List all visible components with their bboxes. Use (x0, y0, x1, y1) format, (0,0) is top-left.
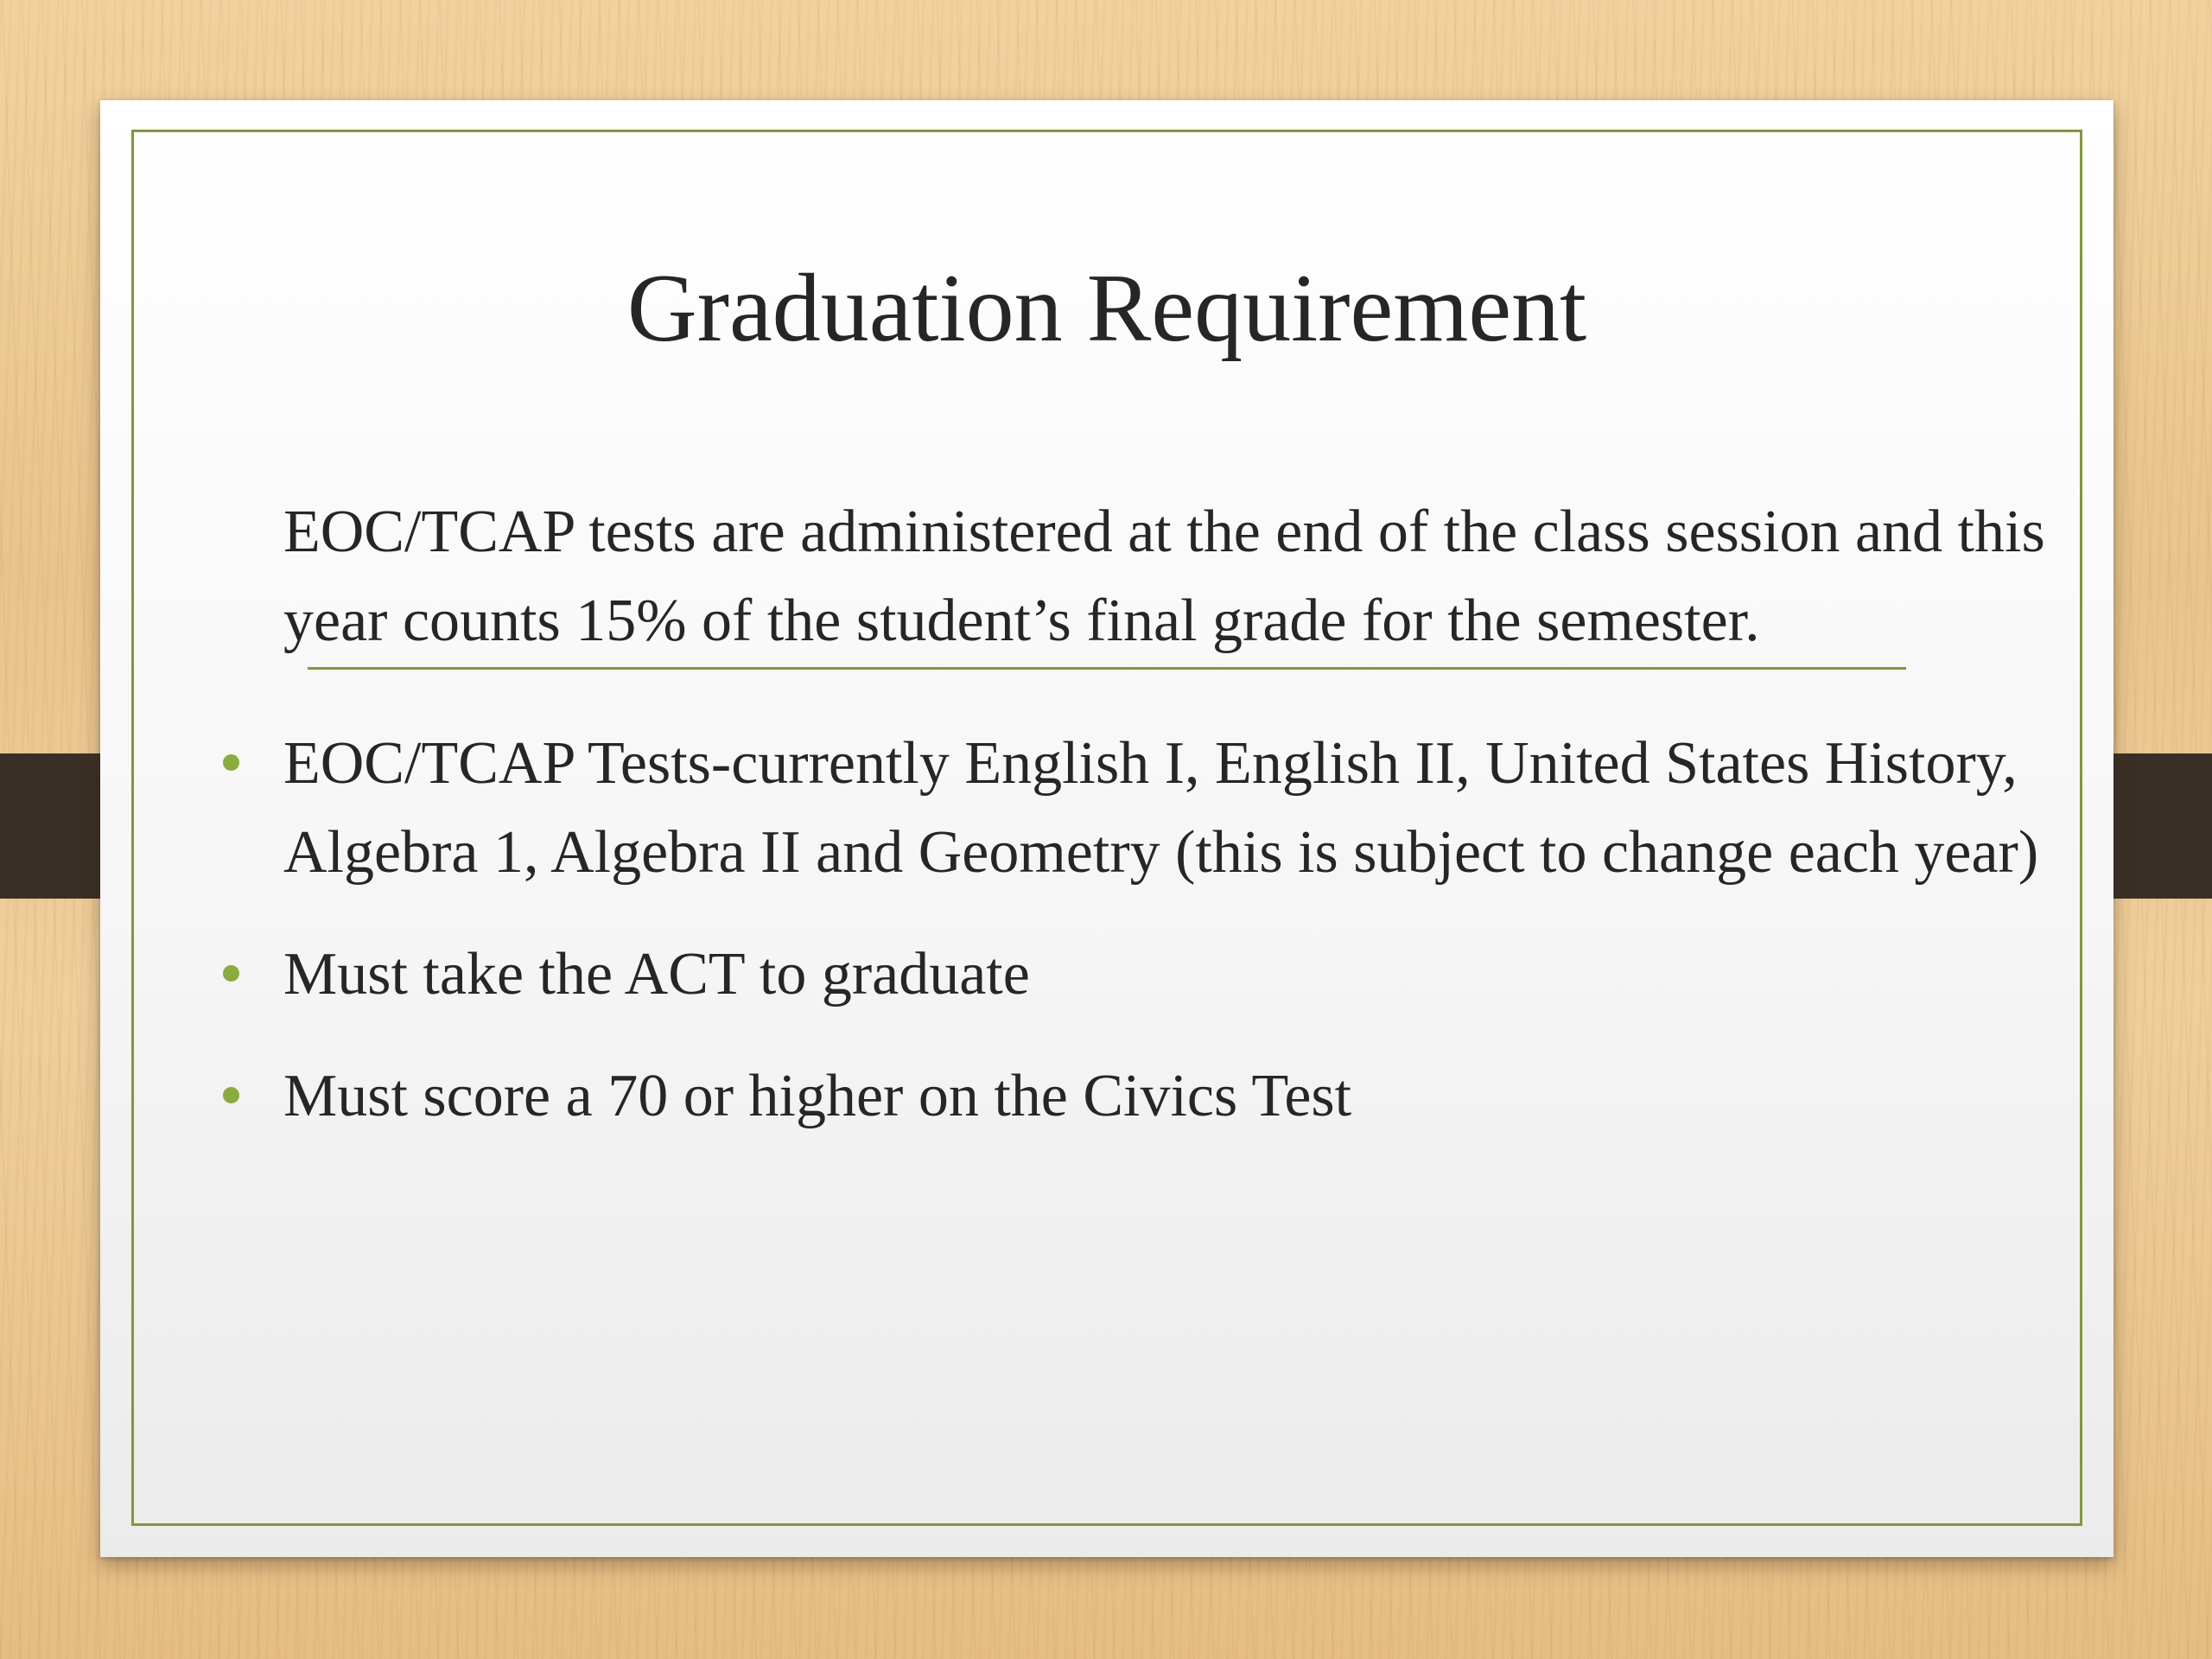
bullet-item (283, 930, 2098, 1019)
bullet-item (283, 719, 2098, 897)
bullet-list (283, 719, 2098, 1141)
bullet-text: Must score a 70 or higher on the Civics Test (283, 1063, 1352, 1129)
bullet-text: EOC/TCAP Tests-currently English I, English II, United States History, Algebra 1, Algebra II and Geometry (this is subject to change each year) (283, 730, 2039, 886)
slide-title: Graduation Requirement (626, 255, 1587, 362)
bullet-dot-icon (223, 965, 239, 982)
bullet-item (283, 1052, 2098, 1141)
bullet-text: Must take the ACT to graduate (283, 941, 1030, 1007)
slide-body (283, 487, 2098, 1173)
underline-annotation (308, 667, 1906, 670)
slide (100, 100, 2113, 1557)
bullet-dot-icon (223, 1087, 239, 1103)
bullet-dot-icon (223, 754, 239, 771)
intro-text: EOC/TCAP tests are administered at the end of the class session and this year counts 15% of the student’s final grade for the semester. (283, 499, 2045, 654)
intro-paragraph (283, 487, 2098, 665)
